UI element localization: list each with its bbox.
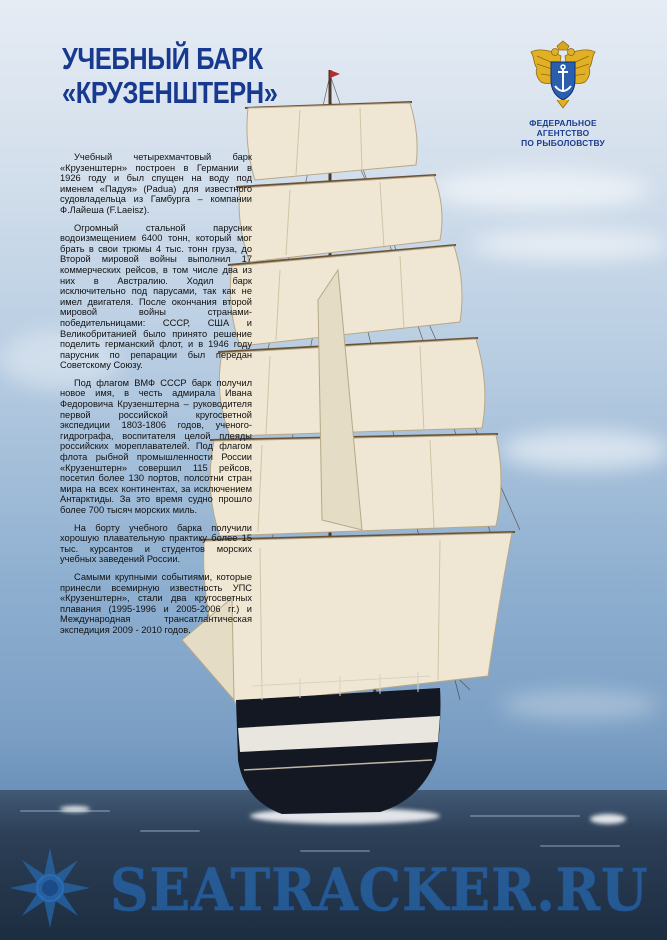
watermark-text: SEATRACKER.RU <box>110 856 649 924</box>
article-paragraph: Огромный стальной парусник водоизмещением 6400 тонн, который мог брать в свои трюмы 4 тыс. тонн груза, до Второй мировой войны выполнил 17 коммерческих рейсов, в том числе два из них в Австралию. Ходил барк исключительно под парусами, так как не имел двигателя. После окончания второй мировой войны странами- победительницами: СССР, США и Великобританией было принято решение поделить германский флот, и в 1946 году парусник по репарации был передан Советскому Союзу. <box>60 222 252 371</box>
article-paragraph: Самыми крупными событиями, которые принесли всемирную известность УПС «Крузенштерн», стали два кругосветных плавания (1995-1996 и 2005-2006 гг.) и Международная трансатлантическая экспедиция 2009 - 2010 годов. <box>60 571 252 635</box>
agency-name-line-1: ФЕДЕРАЛЬНОЕ АГЕНТСТВО <box>529 118 597 138</box>
page-title-line-1: УЧЕБНЫЙ БАРК <box>62 41 263 76</box>
article-paragraph: Учебный четырехмачтовый барк «Крузенштерн» построен в Германии в 1926 году и был спущен на воду под именем «Падуя» (Padua) для известного судовладельца из Гамбурга – компании Ф.Лайеша (F.Laeisz). <box>60 152 252 215</box>
article-paragraph: На борту учебного барка получили хорошую плавательную практику более 15 тыс. курсантов и студентов морских учебных заведений России. <box>60 522 252 565</box>
article-paragraph: Под флагом ВМФ СССР барк получил новое имя, в честь адмирала Ивана Федоровича Крузенштерна – руководителя первой российской кругосветной экспедиции 1803-1806 годов, ученого-гидрографа, воспитателя целой плеяды российских мореплавателей. Под флагом флота рыбной промышленности России «Крузенштерн» совершил 115 рейсов, посетил более 130 портов, полсотни стран мира на всех континентах, за исключением Антарктиды. За это время судно прошло более 700 тысяч морских миль. <box>60 377 252 515</box>
agency-logo <box>508 40 618 148</box>
agency-name <box>508 118 618 148</box>
double-headed-eagle-emblem-icon <box>527 40 599 112</box>
agency-name-line-2: ПО РЫБОЛОВСТВУ <box>521 138 605 148</box>
sun-compass-icon <box>10 848 90 928</box>
page-title-line-2: «КРУЗЕНШТЕРН» <box>62 75 278 110</box>
page-title <box>62 42 277 110</box>
article-body <box>60 152 252 643</box>
